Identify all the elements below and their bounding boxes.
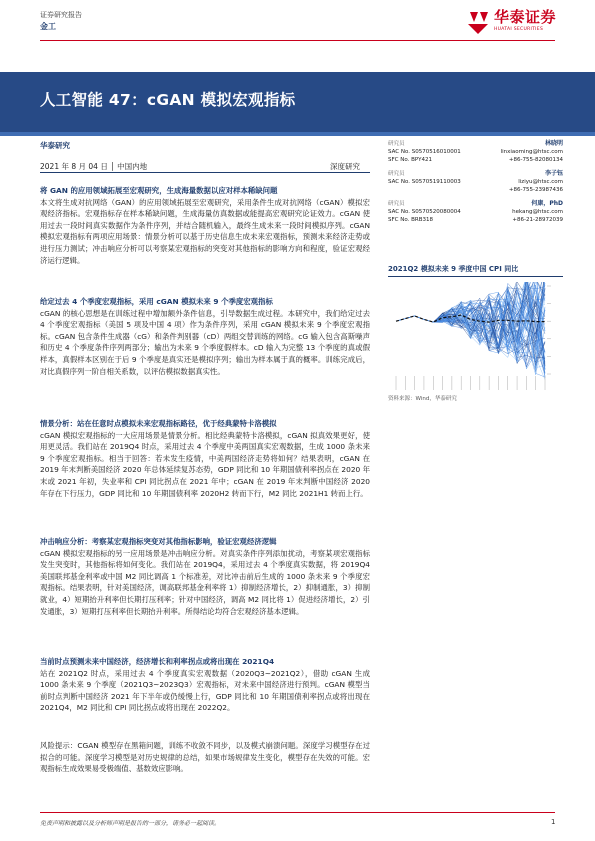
logo xyxy=(466,8,562,38)
analyst-name: 何康，PhD xyxy=(531,200,563,207)
analyst-panel xyxy=(388,140,563,230)
footer-rule xyxy=(40,812,555,813)
analyst-sac: SAC No. S0570520080004 xyxy=(388,209,461,215)
analyst-name: 李子钰 xyxy=(544,170,563,177)
analyst-role: 研究员 xyxy=(388,141,405,147)
cpi-simulation-chart xyxy=(388,282,563,392)
analyst-email[interactable]: liziyu@htsc.com xyxy=(518,179,563,185)
page-number: 1 xyxy=(551,818,556,826)
report-type: 证券研究报告 xyxy=(40,11,82,19)
section-body: 本文将生成对抗网络（GAN）的应用领域拓展至宏观研究，采用条件生成对抗网络（cGAN）模拟宏观经济指标。宏观指标存在样本稀缺问题，生成海量仿真数据或能提高宏观研究论证效力。cGAN 使用过去一段时间真实数据作为条件序列，并结合随机输入，最终生成未来一段时间模拟序列。cGAN 模拟宏观指标有两项应用场景：情景分析可以基于历史信息生成未来宏观指标，预测未来经济走势或进行压力测试；冲击响应分析可以考察某宏观指标的突变对其他指标的影响方向和程度，验证宏观经济运行逻辑。 xyxy=(40,197,370,265)
banner-stripe xyxy=(0,132,595,136)
logo-mark-icon xyxy=(466,10,490,36)
report-title: 人工智能 47：cGAN 模拟宏观指标 xyxy=(40,91,296,109)
analyst-card xyxy=(388,200,563,224)
analyst-phone: +86-755-82080134 xyxy=(508,157,563,163)
section-2 xyxy=(40,296,370,377)
section-heading: 情景分析：站在任意时点模拟未来宏观指标路径，优于经典蒙特卡洛模拟 xyxy=(40,419,277,428)
analyst-role: 研究员 xyxy=(388,171,405,177)
analyst-card xyxy=(388,170,563,194)
section-5 xyxy=(40,656,370,714)
chart-svg xyxy=(388,282,563,392)
section-body: cGAN 模拟宏观指标的另一应用场景是冲击响应分析。对真实条件序列添加扰动，考察某项宏观指标发生突变时，其他指标将如何变化。我们站在 2019Q4，采用过去 4 个季度真实数据，将 2019Q4 美国联邦基金利率或中国 M2 同比调高 1 个标准差，对比冲击前后生成的 1000 条未来 9 个季度宏观指标。结果表明，针对美国经济，调高联邦基金利率将 1）抑制经济增长，2）抑制通胀，3）抑制就业，4）短期抬升利率但长期打压利率；针对中国经济，调高 M2 同比将 1）促进经济增长，2）引发通胀，3）短期打压利率但长期抬升利率。所得结论均符合宏观经济基本逻辑。 xyxy=(40,548,370,616)
analyst-sfc: SFC No. BPY421 xyxy=(388,157,432,163)
risk-section xyxy=(40,740,370,775)
section-1 xyxy=(40,185,370,266)
analyst-sac: SAC No. S0570519110003 xyxy=(388,179,461,185)
analyst-phone: +86-21-28972039 xyxy=(512,217,563,223)
report-category: 金工 xyxy=(40,22,56,31)
section-heading: 给定过去 4 个季度宏观指标，采用 cGAN 模拟未来 9 个季度宏观指标 xyxy=(40,297,273,306)
section-heading: 当前时点预测未来中国经济，经济增长和利率拐点或将出现在 2021Q4 xyxy=(40,657,275,666)
chart-source: 资料来源：Wind，华泰研究 xyxy=(388,396,457,402)
logo-en: HUATAI SECURITIES xyxy=(494,27,544,32)
logo-name: 华泰证券 xyxy=(494,8,557,26)
date-line: 2021 年 8 月 04 日 │ 中国内地 xyxy=(40,162,148,171)
analyst-name: 林晓明 xyxy=(544,140,563,147)
section-heading: 冲击响应分析：考察某宏观指标突变对其他指标影响，验证宏观经济逻辑 xyxy=(40,537,277,546)
header-rule xyxy=(40,40,555,41)
section-body: cGAN 的核心思想是在训练过程中增加额外条件信息，引导数据生成过程。本研究中，我们给定过去 4 个季度宏观指标（美国 5 项及中国 4 项）作为条件序列，采用 cGAN 模拟未来 9 个季度宏观指标。cGAN 包含条件生成器（cG）和条件判别器（cD）两组交替训练的网络。cG 输入包含高斯噪声和历史 4 个季度条件序列两部分；输出为未来 9 个季度假样本。cD 输入为完整 13 个季度的真或假样本，真假样本区别在于后 9 个季度是真实还是模拟序列；输出为样本属于真的概率。训练完成后，对比真假序列一阶自相关系数，以评估模拟数据真实性。 xyxy=(40,308,370,376)
analyst-role: 研究员 xyxy=(388,201,405,207)
footer-disclaimer: 免责声明和披露以及分析师声明是报告的一部分，请务必一起阅读。 xyxy=(40,820,221,827)
analyst-card xyxy=(388,140,563,164)
analyst-sac: SAC No. S0570516010001 xyxy=(388,149,461,155)
section-3 xyxy=(40,418,370,499)
analyst-sfc: SFC No. BRB318 xyxy=(388,217,433,223)
research-label: 华泰研究 xyxy=(40,141,70,150)
section-4 xyxy=(40,536,370,617)
doc-type: 深度研究 xyxy=(330,162,360,171)
date-rule xyxy=(40,172,370,173)
section-body: cGAN 模拟宏观指标的一大应用场景是情景分析。相比经典蒙特卡洛模拟，cGAN 拟真效果更好，使用更灵活。我们站在 2019Q4 时点，采用过去 4 个季度中美两国真实宏观数据，生成 1000 条未来 9 个季度宏观指标。相当于回答：若未发生疫情，中美两国经济走势将如何？结果表明，cGAN 在 2019 年末判断美国经济 2020 年总体延续复苏态势，GDP 同比和 10 年期国债利率拐点在 2020 年末或 2021 年初，失业率和 CPI 同比拐点在 2021 年中；cGAN 在 2019 年末判断中国经济 2020 年存在下行压力，GDP 同比和 10 年期国债利率 2020H2 转而下行，M2 同比 2021H1 转而上行。 xyxy=(40,430,370,498)
risk-body: 风险提示：CGAN 模型存在黑箱问题，训练不收敛不同步，以及模式崩溃问题。深度学习模型存在过拟合的可能。深度学习模型是对历史规律的总结，如果市场规律发生变化，模型存在失效的可能。宏观指标生成效果易受极端值、基数效应影响。 xyxy=(40,741,370,774)
analyst-phone: +86-755-23987436 xyxy=(508,187,563,193)
chart-title: 2021Q2 模拟未来 9 季度中国 CPI 同比 xyxy=(388,264,563,277)
analyst-email[interactable]: linxiaoming@htsc.com xyxy=(500,149,563,155)
section-body: 站在 2021Q2 时点，采用过去 4 个季度真实宏观数据（2020Q3~2021Q2），借助 cGAN 生成 1000 条未来 9 个季度（2021Q3~2023Q3）宏观指标，对未来中国经济进行预判。cGAN 模型当前时点判断中国经济 2021 年下半年或仍缓慢上行，GDP 同比和 10 年期国债利率拐点或将出现在 2021Q4，M2 同比和 CPI 同比拐点或将出现在 2022Q2。 xyxy=(40,668,370,713)
analyst-email[interactable]: hekang@htsc.com xyxy=(512,209,563,215)
section-heading: 将 GAN 的应用领域拓展至宏观研究，生成海量数据以应对样本稀缺问题 xyxy=(40,186,278,195)
